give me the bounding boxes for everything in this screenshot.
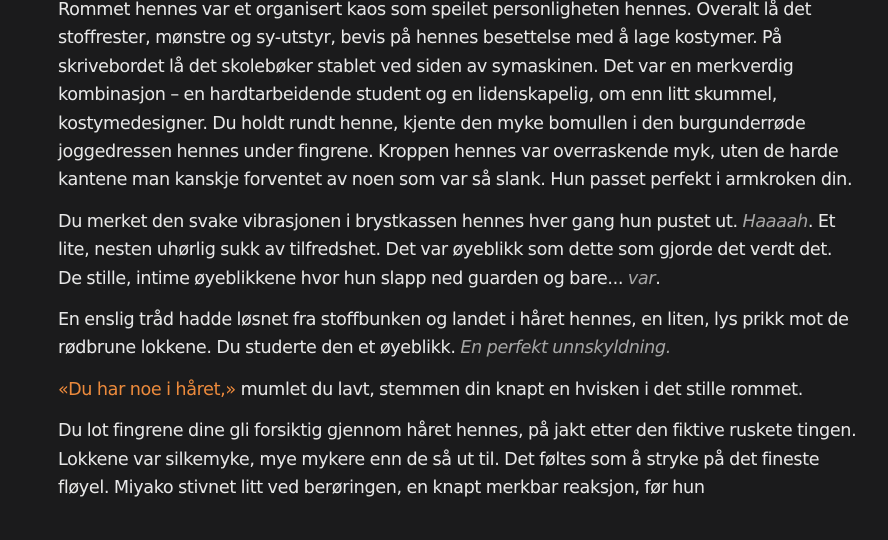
paragraph-3-italic-a: En perfekt unnskyldning. [460, 338, 671, 359]
dialogue-quote: «Du har noe i håret,» [58, 379, 236, 400]
paragraph-5: Du lot fingrene dine gli forsiktig gjennom håret hennes, på jakt etter den fiktive ruskete tingen. Lokkene var silkemyke, mye mykere enn de så ut til. Det føltes som å stryke på det fineste fløyel. Miyako stivnet litt ved berøringen, en knapt merkbar reaksjon, før hun [58, 421, 857, 499]
paragraph-2-text-c: . [655, 268, 661, 289]
paragraph-1: Rommet hennes var et organisert kaos som speilet personligheten hennes. Overalt lå det stoffrester, mønstre og sy-utstyr, bevis på hennes besettelse med å lage kostymer. På skrivebordet lå det skolebøker stablet ved siden av symaskinen. Det var en merkverdig kombinasjon – en hardtarbeidende student og en lidenskapelig, om enn litt skummel, kostymedesigner. Du holdt rundt henne, kjente den myke bomullen i den burgunderrøde joggedressen hennes under fingrene. Kroppen hennes var overraskende myk, uten de harde kantene man kanskje forventet av noen som var så slank. Hun passet perfekt i armkroken din. [58, 0, 853, 191]
paragraph-4 [58, 376, 860, 404]
paragraph-2-text-a: Du merket den svake vibrasjonen i brystkassen hennes hver gang hun pustet ut. [58, 211, 743, 232]
paragraph-3 [58, 306, 860, 363]
paragraph-2-italic-a: Haaaah [742, 211, 808, 232]
paragraph-4-rest: mumlet du lavt, stemmen din knapt en hvisken i det stille rommet. [235, 379, 803, 400]
paragraph-2 [58, 208, 860, 293]
paragraph-2-italic-b: var [627, 268, 656, 289]
paragraph-3-text-a: En enslig tråd hadde løsnet fra stoffbunken og landet i håret hennes, en liten, lys prikk mot de rødbrune lokkene. Du studerte den et øyeblikk. [58, 310, 849, 359]
paragraph-2-text-b: . Et lite, nesten uhørlig sukk av tilfredshet. Det var øyeblikk som dette som gjorde det verdt det. De stille, intime øyeblikkene hvor hun slapp ned guarden og bare... [58, 211, 836, 289]
